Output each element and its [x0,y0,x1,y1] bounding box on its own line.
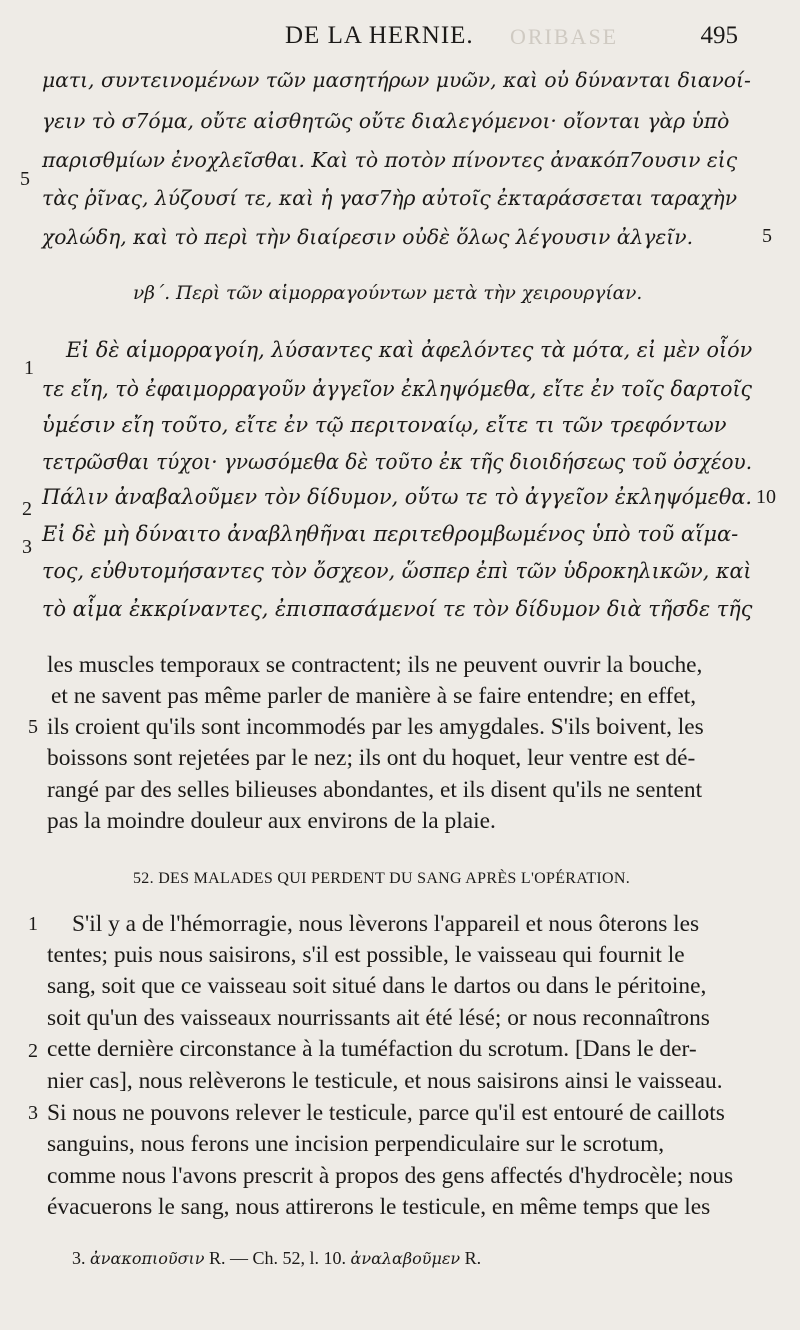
footnote-source: R. [464,1248,482,1268]
marginal-line-number: 2 [22,498,32,520]
footnote [72,1248,481,1269]
french-line: cette dernière circonstance à la tuméfaction du scrotum. [Dans le der- [47,1036,697,1062]
french-line: pas la moindre douleur aux environs de la plaie. [47,808,496,834]
french-line: S'il y a de l'hémorragie, nous lèverons l'appareil et nous ôterons les [72,911,700,937]
marginal-line-number: 3 [22,536,32,558]
french-line: rangé par des selles bilieuses abondantes, et ils disent qu'ils ne sentent [47,777,703,803]
greek-line: χολώδη, καὶ τὸ περὶ τὴν διαίρεσιν οὐδὲ ὅλως λέγουσιν ἀλγεῖν. [42,225,694,249]
greek-line: τὰς ῥῖνας, λύζουσί τε, καὶ ἡ γασ7ὴρ αὐτοῖς ἐκταράσσεται ταραχὴν [42,186,738,210]
marginal-line-number: 3 [28,1102,38,1124]
marginal-line-number: 5 [762,225,772,247]
footnote-greek-variant: ἀνακοπιοῦσιν [90,1249,205,1268]
french-line: ils croient qu'ils sont incommodés par les amygdales. S'ils boivent, les [47,714,704,740]
marginal-line-number: 5 [20,168,30,190]
footnote-greek-variant: ἀναλαβοῦμεν [350,1249,461,1268]
greek-line: τος, εὐθυτομήσαντες τὸν ὄσχεον, ὥσπερ ἐπὶ τῶν ὑδροκηλικῶν, καὶ [42,559,752,583]
marginal-line-number: 2 [28,1040,38,1062]
french-line: nier cas], nous relèverons le testicule, et nous saisirons ainsi le vaisseau. [47,1068,723,1094]
greek-line: γειν τὸ σ7όμα, οὔτε αἰσθητῶς οὔτε διαλεγόμενοι· οἴονται γὰρ ὑπὸ [42,109,730,133]
greek-line: Εἰ δὲ αἱμορραγοίη, λύσαντες καὶ ἀφελόντες τὰ μότα, εἰ μὲν οἷόν [66,338,753,362]
french-line: Si nous ne pouvons relever le testicule, parce qu'il est entouré de caillots [47,1100,725,1126]
footnote-reference: R. — Ch. 52, l. 10. [209,1248,347,1268]
greek-line: ματι, συντεινομένων τῶν μασητήρων μυῶν, καὶ οὐ δύνανται διανοί- [42,68,751,92]
french-line: tentes; puis nous saisirons, s'il est possible, le vaisseau qui fournit le [47,942,685,968]
greek-line: τετρῶσθαι τύχοι· γνωσόμεθα δὲ τοῦτο ἐκ τῆς διοιδήσεως τοῦ ὀσχέου. [42,450,753,474]
greek-line: παρισθμίων ἐνοχλεῖσθαι. Καὶ τὸ ποτὸν πίνοντες ἀνακόπ7ουσιν εἰς [42,148,738,172]
greek-line: ὑμέσιν εἴη τοῦτο, εἴτε ἐν τῷ περιτοναίῳ, εἴτε τι τῶν τρεφόντων [42,413,727,437]
marginal-line-number: 1 [24,357,34,379]
greek-line: τὸ αἷμα ἐκκρίναντες, ἐπισπασάμενοί τε τὸν δίδυμον διὰ τῆσδε τῆς [42,597,753,621]
marginal-line-number: 5 [28,716,38,738]
section-title: 52. DES MALADES QUI PERDENT DU SANG APRÈS L'OPÉRATION. [133,870,631,887]
marginal-line-number: 1 [28,913,38,935]
french-line: comme nous l'avons prescrit à propos des gens affectés d'hydrocèle; nous [47,1163,734,1189]
french-line: sang, soit que ce vaisseau soit situé dans le dartos ou dans le péritoine, [47,973,707,999]
french-line: soit qu'un des vaisseaux nourrissants ait été lésé; or nous reconnaîtrons [47,1005,710,1031]
greek-line: τε εἴη, τὸ ἐφαιμορραγοῦν ἀγγεῖον ἐκληψόμεθα, εἴτε ἐν τοῖς δαρτοῖς [42,377,753,401]
french-line: sanguins, nous ferons une incision perpendiculaire sur le scrotum, [47,1131,665,1157]
french-line: évacuerons le sang, nous attirerons le testicule, en même temps que les [47,1194,711,1220]
greek-line: Πάλιν ἀναβαλοῦμεν τὸν δίδυμον, οὕτω τε τὸ ἀγγεῖον ἐκληψόμεθα. [42,485,753,509]
footnote-number: 3. [72,1248,86,1268]
marginal-line-number: 10 [756,486,776,508]
greek-section-heading: νβ΄. Περὶ τῶν αἱμορραγούντων μετὰ τὴν χειρουργίαν. [133,283,643,304]
bleed-through-text: ORIBASE [510,24,619,49]
running-title: DE LA HERNIE. [285,22,474,49]
page-header [0,22,800,54]
french-line: les muscles temporaux se contractent; ils ne peuvent ouvrir la bouche, [47,652,703,678]
page-number: 495 [700,22,738,49]
greek-line: Εἰ δὲ μὴ δύναιτο ἀναβληθῆναι περιτεθρομβωμένος ὑπὸ τοῦ αἵμα- [42,522,739,546]
french-line: et ne savent pas même parler de manière à se faire entendre; en effet, [51,683,697,709]
french-line: boissons sont rejetées par le nez; ils ont du hoquet, leur ventre est dé- [47,745,696,771]
